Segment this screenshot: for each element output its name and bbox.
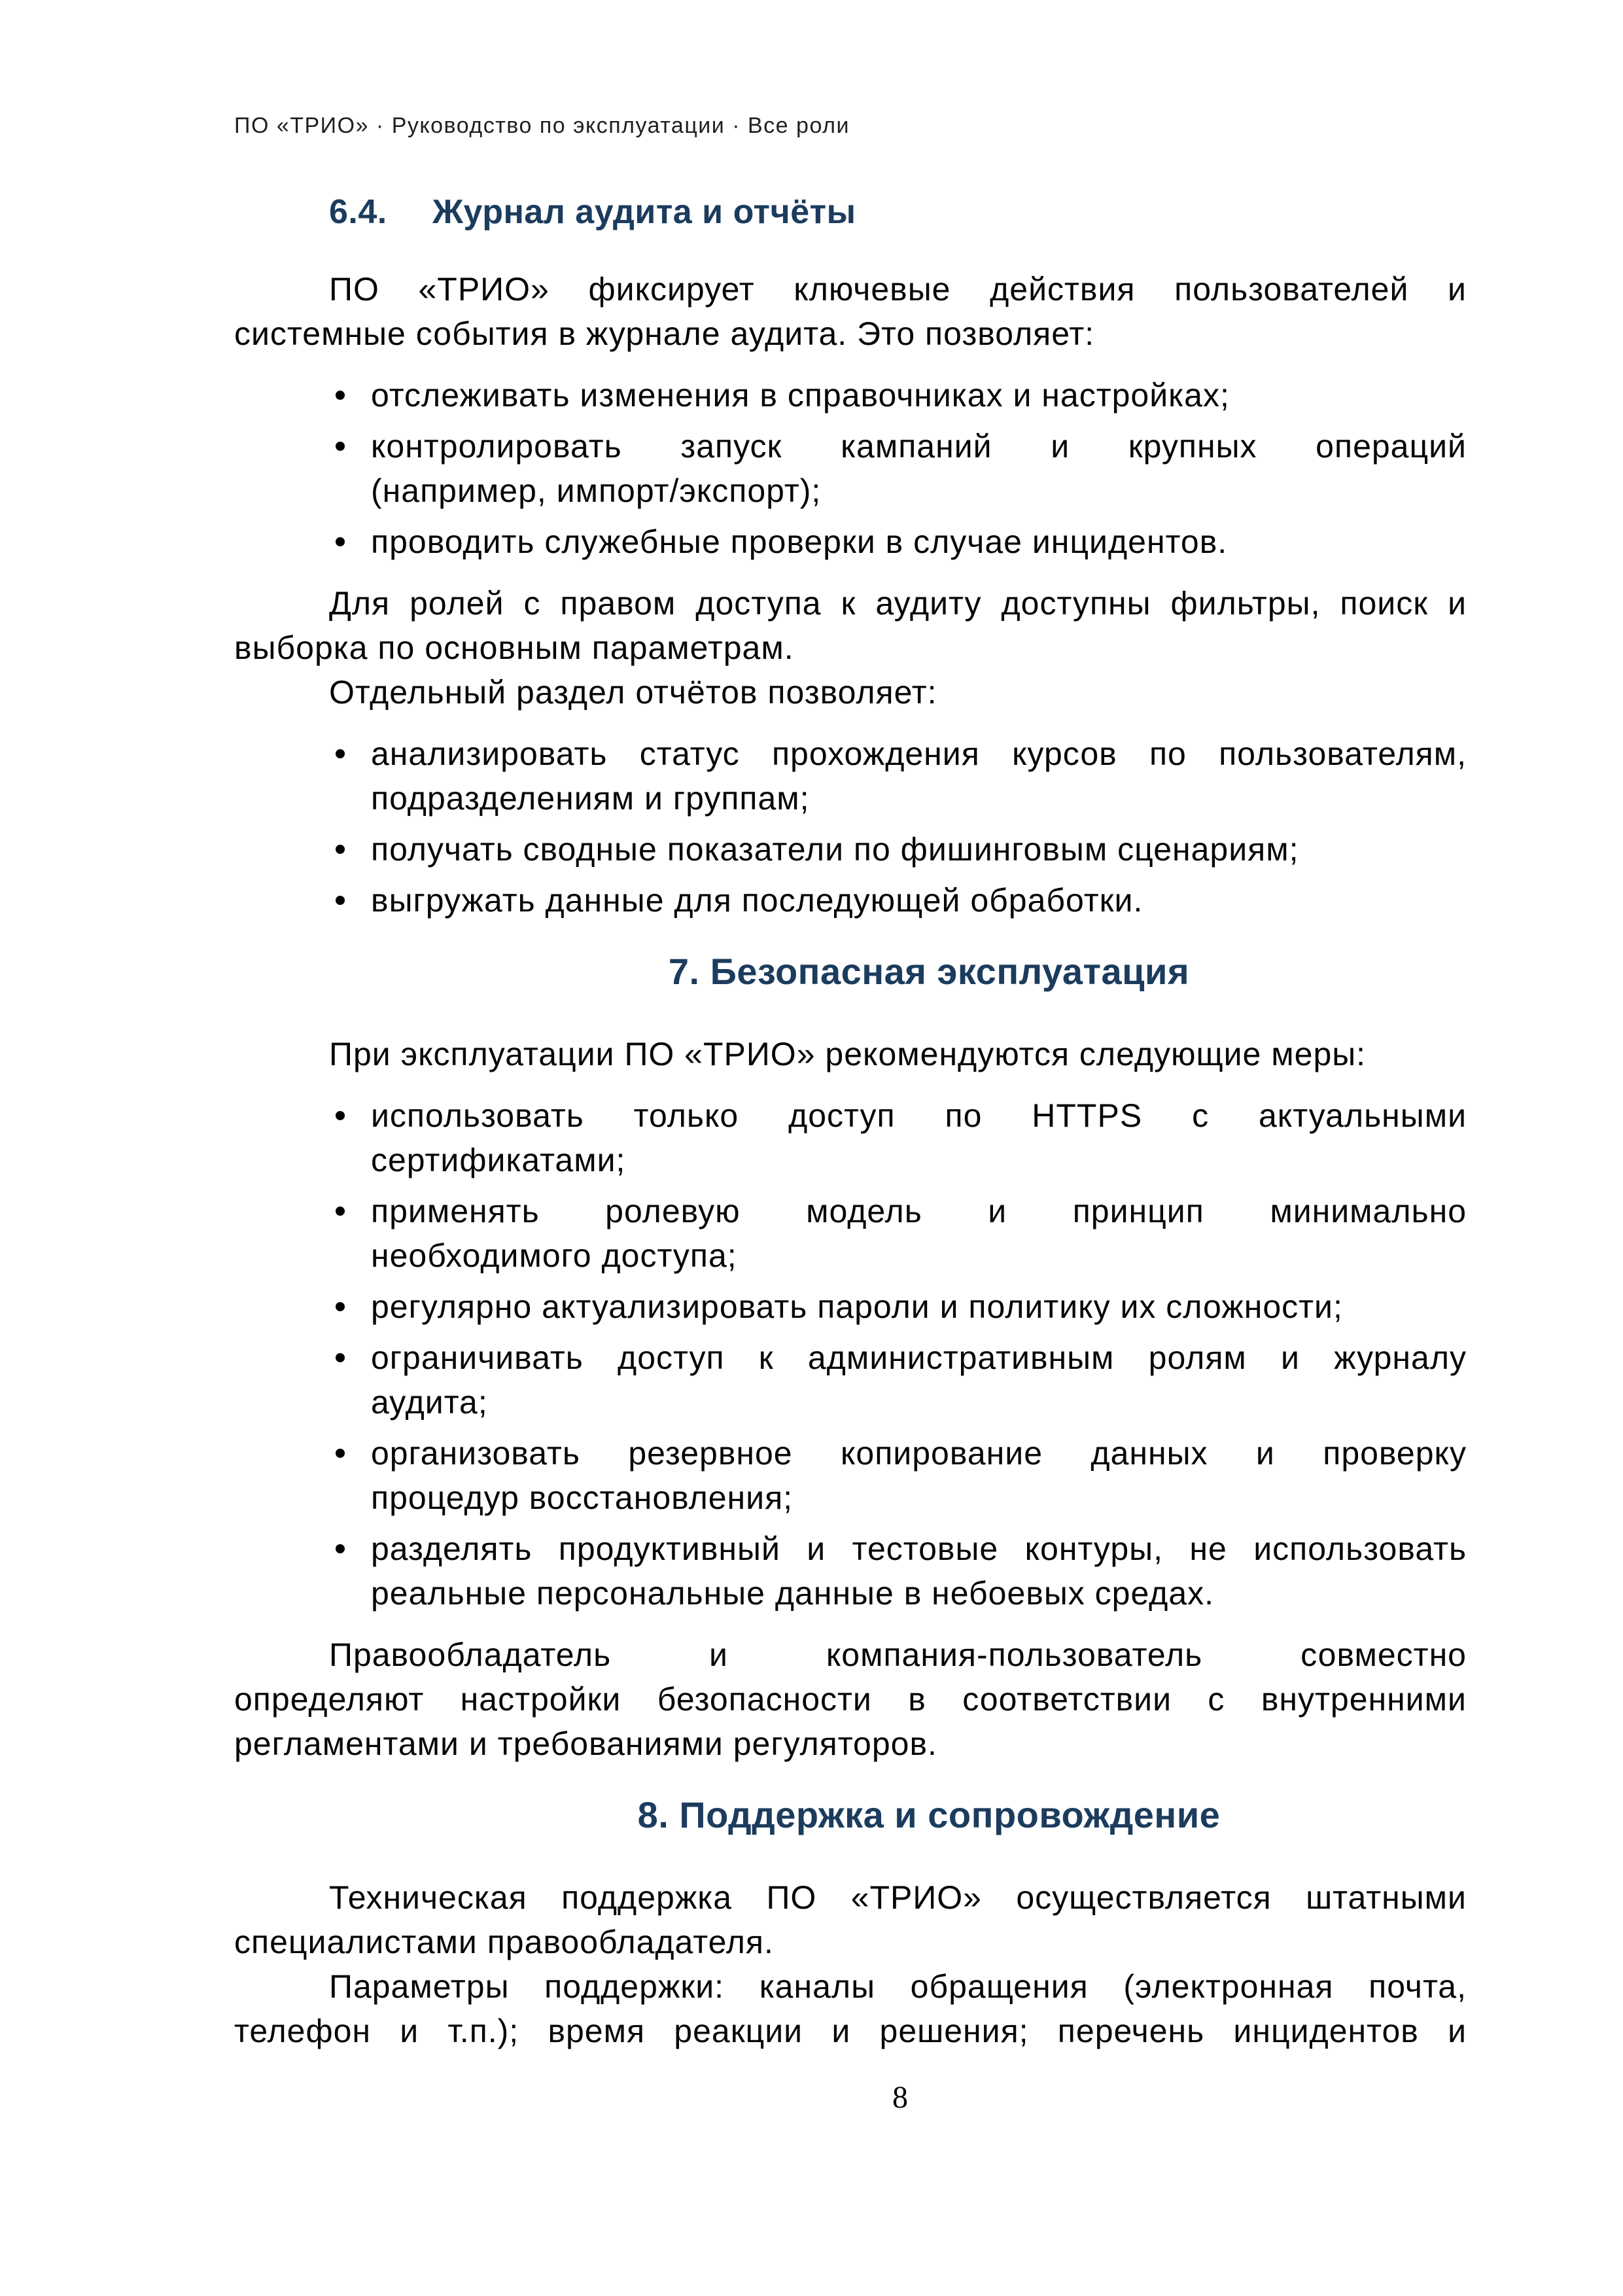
text-line: системные события в журнале аудита. Это позволяет: (234, 315, 1095, 352)
text-line: Правообладатель и компания-пользователь совместно (329, 1636, 1467, 1673)
text-line: ограничивать доступ к административным ролям и журналу (371, 1339, 1467, 1376)
list-item (371, 1284, 1467, 1329)
paragraph-audit-intro (234, 267, 1467, 356)
audit-capabilities-list (234, 373, 1467, 564)
text-line: Техническая поддержка ПО «ТРИО» осуществляется штатными (329, 1879, 1467, 1916)
text-line: подразделениям и группам; (371, 780, 810, 817)
bullet-icon (336, 749, 345, 758)
page-number: 8 (892, 2080, 908, 2115)
text-line: разделять продуктивный и тестовые контуры, не использовать (371, 1530, 1467, 1567)
text-line: Отдельный раздел отчётов позволяет: (329, 674, 937, 711)
text-line: получать сводные показатели по фишинговым сценариям; (371, 831, 1299, 868)
list-item (371, 1189, 1467, 1278)
text-line: выборка по основным параметрам. (234, 629, 794, 666)
bullet-icon (336, 442, 345, 451)
paragraph-support-intro (234, 1875, 1467, 1964)
text-line: контролировать запуск кампаний и крупных операций (371, 428, 1467, 465)
text-line: аудита; (371, 1384, 488, 1421)
security-measures-list (234, 1093, 1467, 1616)
section-8-heading: 8. Поддержка и сопровождение (637, 1794, 1221, 1835)
text-line: сертификатами; (371, 1142, 626, 1178)
text-line: Для ролей с правом доступа к аудиту доступны фильтры, поиск и (329, 585, 1467, 622)
bullet-icon (336, 1302, 345, 1311)
bullet-icon (336, 1207, 345, 1216)
section-6-4-heading (234, 190, 1467, 234)
text-line: телефон и т.п.); время реакции и решения; перечень инцидентов и (234, 2013, 1467, 2049)
section-6-4-number: 6.4. (329, 193, 387, 231)
text-line: проводить служебные проверки в случае инцидентов. (371, 523, 1228, 560)
bullet-icon (336, 537, 345, 546)
list-item (371, 424, 1467, 513)
text-line: При эксплуатации ПО «ТРИО» рекомендуются следующие меры: (329, 1036, 1367, 1072)
section-6-4-title: Журнал аудита и отчёты (432, 193, 856, 231)
paragraph-audit-access (234, 581, 1467, 670)
bullet-icon (336, 1353, 345, 1362)
text-line: процедур восстановления; (371, 1479, 794, 1516)
bullet-icon (336, 1111, 345, 1120)
text-line: анализировать статус прохождения курсов по пользователям, (371, 735, 1467, 772)
text-line: организовать резервное копирование данных и проверку (371, 1435, 1467, 1472)
bullet-icon (336, 1449, 345, 1458)
list-item (371, 827, 1467, 872)
paragraph-reports-intro (234, 670, 1467, 715)
paragraph-security-intro (234, 1032, 1467, 1076)
text-line: Параметры поддержки: каналы обращения (электронная почта, (329, 1968, 1467, 2005)
list-item (371, 732, 1467, 821)
list-item (371, 1335, 1467, 1424)
list-item (371, 373, 1467, 417)
text-line: специалистами правообладателя. (234, 1924, 774, 1960)
text-line: отслеживать изменения в справочниках и настройках; (371, 377, 1230, 414)
list-item (371, 520, 1467, 564)
text-line: регламентами и требованиями регуляторов. (234, 1725, 937, 1762)
text-line: реальные персональные данные в небоевых средах. (371, 1575, 1215, 1612)
text-line: (например, импорт/экспорт); (371, 472, 822, 509)
text-line: применять ролевую модель и принцип минимально (371, 1193, 1467, 1229)
bullet-icon (336, 896, 345, 905)
list-item (371, 1527, 1467, 1616)
running-header: ПО «ТРИО» · Руководство по эксплуатации · Все роли (234, 113, 850, 138)
text-line: необходимого доступа; (371, 1237, 737, 1274)
text-line: использовать только доступ по HTTPS с актуальными (371, 1097, 1467, 1134)
list-item (371, 1431, 1467, 1520)
text-line: регулярно актуализировать пароли и политику их сложности; (371, 1288, 1343, 1325)
bullet-icon (336, 1544, 345, 1553)
section-7-heading: 7. Безопасная эксплуатация (668, 951, 1190, 992)
list-item (371, 1093, 1467, 1182)
paragraph-security-closing (234, 1633, 1467, 1766)
reports-capabilities-list (234, 732, 1467, 923)
paragraph-support-parameters (234, 1964, 1467, 2053)
text-line: ПО «ТРИО» фиксирует ключевые действия пользователей и (329, 271, 1467, 308)
text-line: выгружать данные для последующей обработки. (371, 882, 1143, 919)
bullet-icon (336, 845, 345, 854)
bullet-icon (336, 391, 345, 400)
list-item (371, 878, 1467, 923)
text-line: определяют настройки безопасности в соответствии с внутренними (234, 1681, 1467, 1718)
